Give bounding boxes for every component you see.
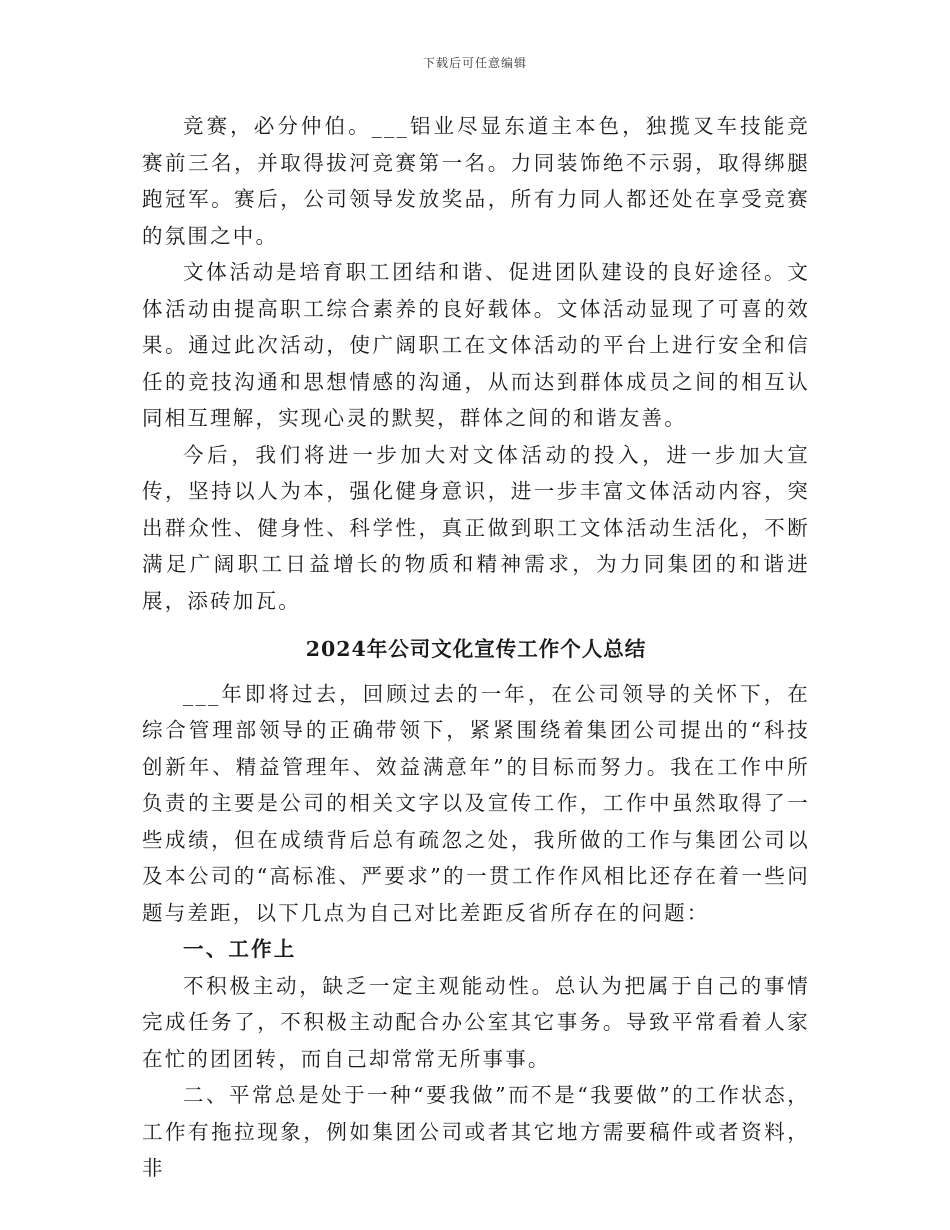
body-paragraph-3: 今后，我们将进一步加大对文体活动的投入，进一步加大宣传，坚持以人为本，强化健身意识，进一步丰富文体活动内容，突出群众性、健身性、科学性，真正做到职工文体活动生活化，不断满足广阔职工日益增长的物质和精神需求，为力同集团的和谐进展，添砖加瓦。 bbox=[142, 442, 810, 613]
point-two-paragraph: 二、平常总是处于一种“要我做”而不是“我要做”的工作状态，工作有拖拉现象，例如集团公司或者其它地方需要稿件或者资料，非 bbox=[142, 1083, 810, 1180]
body-paragraph-1: 竞赛，必分仲伯。___铝业尽显东道主本色，独揽叉车技能竞赛前三名，并取得拔河竞赛第一名。力同装饰绝不示弱，取得绑腿跑冠军。赛后，公司领导发放奖品，所有力同人都还处在享受竞赛的氛围之中。 bbox=[142, 114, 810, 248]
subheading-work: 一、工作上 bbox=[183, 937, 297, 961]
body-paragraph-2: 文体活动是培育职工团结和谐、促进团队建设的良好途径。文体活动由提高职工综合素养的良好载体。文体活动显现了可喜的效果。通过此次活动，使广阔职工在文体活动的平台上进行安全和信任的竞技沟通和思想情感的沟通，从而达到群体成员之间的相互认同相互理解，实现心灵的默契，群体之间的和谐友善。 bbox=[142, 260, 810, 430]
section-title: 2024年公司文化宣传工作个人总结 bbox=[305, 637, 647, 661]
intro-paragraph: ___年即将过去，回顾过去的一年，在公司领导的关怀下，在综合管理部领导的正确带领下，紧紧围绕着集团公司提出的“科技创新年、精益管理年、效益满意年”的目标而努力。我在工作中所负责的主要是公司的相关文字以及宣传工作，工作中虽然取得了一些成绩，但在成绩背后总有疏忽之处，我所做的工作与集团公司以及本公司的“高标准、严要求”的一贯工作作风相比还存在着一些问题与差距，以下几点为自己对比差距反省所存在的问题： bbox=[142, 681, 810, 925]
page-header-note: 下载后可任意编辑 bbox=[422, 56, 527, 70]
work-paragraph: 不积极主动，缺乏一定主观能动性。总认为把属于自己的事情完成任务了，不积极主动配合办公室其它事务。导致平常看着人家在忙的团团转，而自己却常常无所事事。 bbox=[142, 973, 810, 1071]
document-body bbox=[142, 108, 810, 1187]
